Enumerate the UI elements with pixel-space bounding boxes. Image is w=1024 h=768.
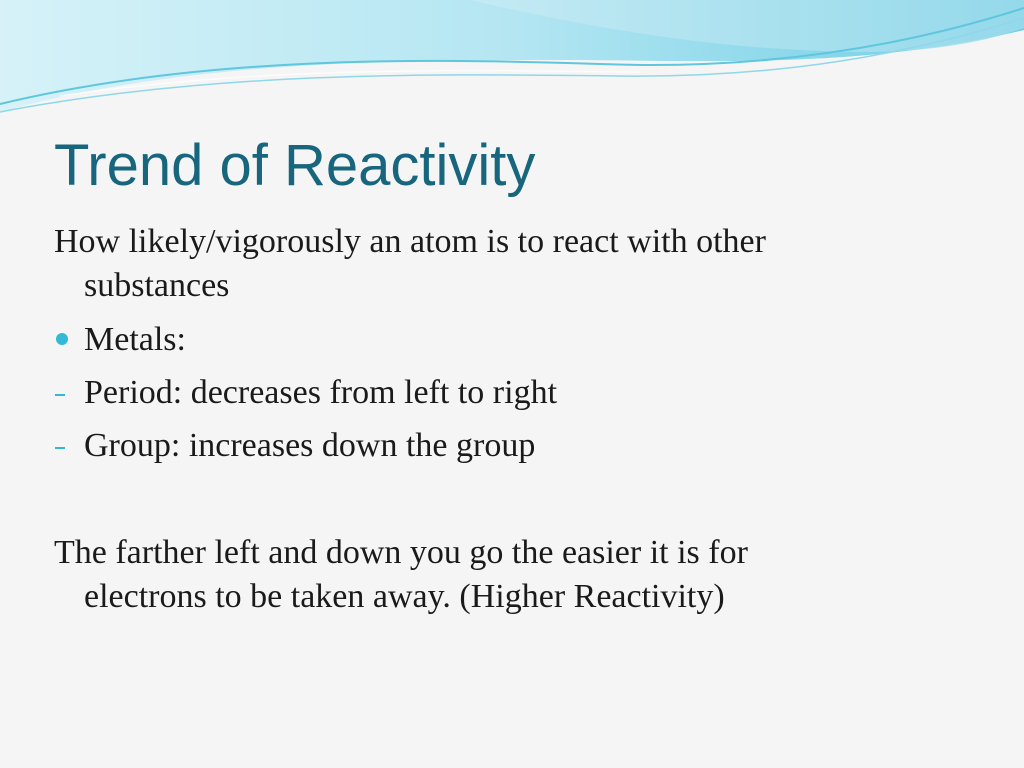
conclusion-line-1: The farther left and down you go the easier it is for: [54, 534, 748, 571]
bullet-period: Period: decreases from left to right: [84, 374, 558, 411]
dash-bullet-icon: [55, 447, 65, 449]
bullet-group: Group: increases down the group: [84, 427, 536, 464]
decorative-wave-banner: [0, 0, 1024, 120]
bullet-metals: Metals:: [84, 321, 186, 358]
definition-line-1: How likely/vigorously an atom is to react with other: [54, 223, 766, 260]
slide-title: Trend of Reactivity: [54, 133, 536, 198]
conclusion-line-2: electrons to be taken away. (Higher Reactivity): [84, 578, 725, 615]
dash-bullet-icon: [55, 394, 65, 396]
definition-line-2: substances: [84, 267, 230, 304]
bullet-dot-icon: [56, 333, 68, 345]
